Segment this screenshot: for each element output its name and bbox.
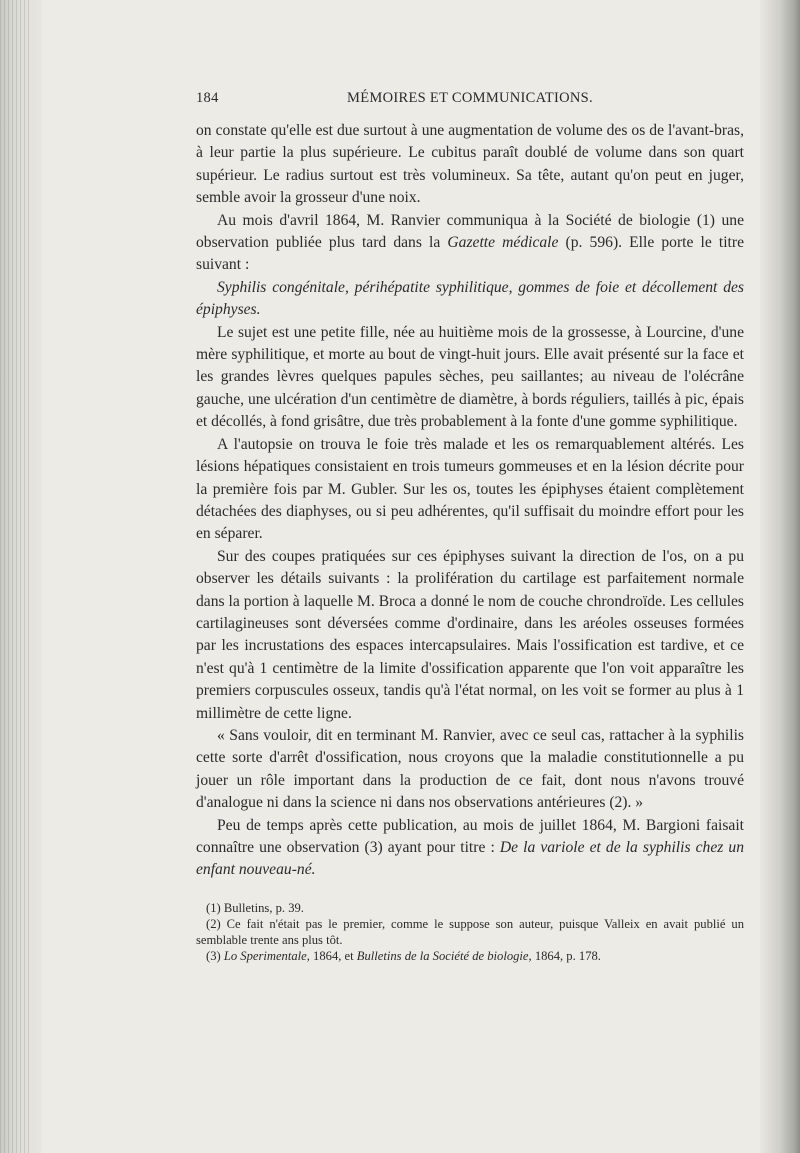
paragraph: Peu de temps après cette publication, au mois de juillet 1864, M. Bargioni faisait connaître une observation (3) ayant pour titre : De la variole et de la syphilis chez un enfant nouveau-né. bbox=[196, 816, 744, 879]
page-number: 184 bbox=[196, 90, 219, 106]
book-page bbox=[196, 90, 744, 965]
body-text bbox=[196, 120, 744, 882]
footnote: (2) Ce fait n'était pas le premier, comme le suppose son auteur, puisque Valleix en avait publié un semblable trente ans plus tôt. bbox=[196, 917, 744, 948]
footnotes bbox=[196, 900, 744, 965]
page-header bbox=[196, 90, 744, 112]
paragraph: Au mois d'avril 1864, M. Ranvier communiqua à la Société de biologie (1) une observation publiée plus tard dans la Gazette médicale (p. 596). Elle porte le titre suivant : bbox=[196, 211, 744, 274]
running-title: MÉMOIRES ET COMMUNICATIONS. bbox=[347, 90, 593, 106]
paragraph: A l'autopsie on trouva le foie très malade et les os remarquablement altérés. Les lésions hépatiques consistaient en trois tumeurs gommeuses et en la lésion décrite pour la première fois par M. Gubler. Sur les os, toutes les épiphyses étaient complètement détachées des diaphyses, ou si peu adhérentes, qu'il suffisait du moindre effort pour les en séparer. bbox=[196, 435, 744, 543]
scan-right-edge bbox=[760, 0, 800, 1153]
observation-title: De la variole et de la syphilis chez un enfant nouveau-né. bbox=[196, 839, 744, 879]
journal-title: Gazette médicale bbox=[447, 234, 559, 252]
paragraph: Le sujet est une petite fille, née au huitième mois de la grossesse, à Lourcine, d'une mère syphilitique, et morte au bout de vingt-huit jours. Elle avait présenté sur la face et les grandes lèvres quelques papules sèches, peu saillantes; au niveau de l'olécrâne gauche, une ulcération d'un centimètre de diamètre, à bords réguliers, taillés à pic, épais et décollés, à fond grisâtre, due très probablement à la fonte d'une gomme syphilitique. bbox=[196, 323, 744, 431]
observation-title: Syphilis congénitale, périhépatite syphilitique, gommes de foie et décollement des épiphyses. bbox=[196, 278, 744, 319]
footnote: (1) Bulletins, p. 39. bbox=[206, 900, 304, 915]
footnote: (3) Lo Sperimentale, 1864, et Bulletins de la Société de biologie, 1864, p. 178. bbox=[206, 949, 601, 964]
scan-left-edge bbox=[0, 0, 42, 1153]
paragraph: Sur des coupes pratiquées sur ces épiphyses suivant la direction de l'os, on a pu observer les détails suivants : la prolifération du cartilage est parfaitement normale dans la portion à laquelle M. Broca a donné le nom de couche chrondroïde. Les cellules cartilagineuses sont déversées comme d'ordinaire, dans les aréoles osseuses formées par les incrustations des espaces intercapsulaires. Mais l'ossification est tardive, et ce n'est qu'à 1 centimètre de la limite d'ossification apparente que l'on voit apparaître les premiers corpuscules osseux, tandis qu'à l'état normal, on les voit se former au plus à 1 millimètre de cette ligne. bbox=[196, 547, 744, 722]
quotation: « Sans vouloir, dit en terminant M. Ranvier, avec ce seul cas, rattacher à la syphilis cette sorte d'arrêt d'ossification, nous croyons que la maladie constitutionnelle a pu jouer un rôle important dans la production de ce fait, dont nous n'avons trouvé d'analogue ni dans la science ni dans nos observations antérieures (2). » bbox=[196, 726, 744, 812]
paragraph: on constate qu'elle est due surtout à une augmentation de volume des os de l'avant-bras, à leur partie la plus supérieure. Le cubitus paraît doublé de volume dans son quart supérieur. Le radius surtout est très volumineux. Sa tête, autant qu'on peut en juger, semble avoir la grosseur d'une noix. bbox=[196, 122, 744, 207]
